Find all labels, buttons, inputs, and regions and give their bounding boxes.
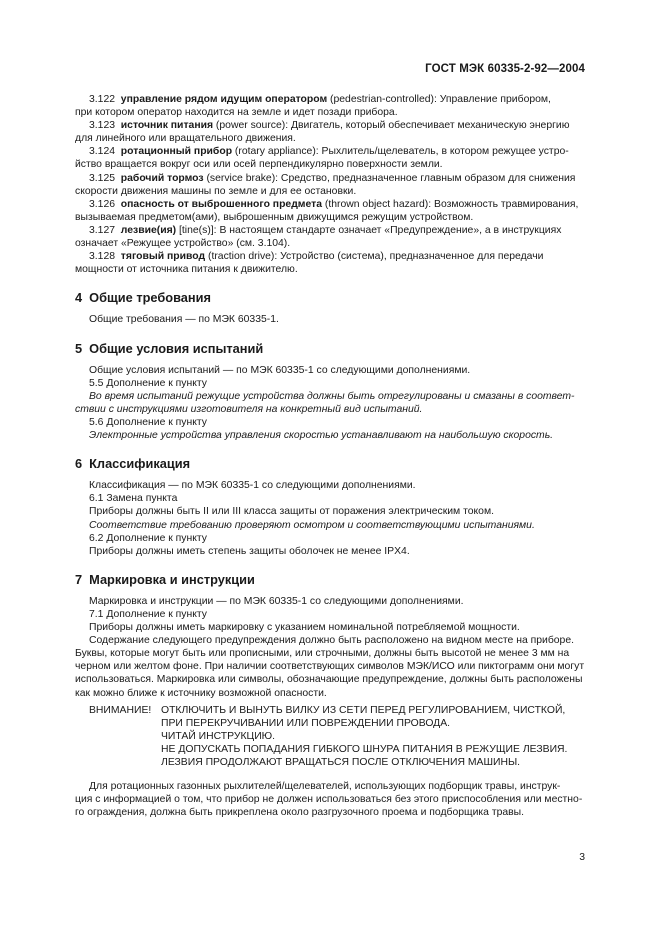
section-title: Общие условия испытаний	[89, 340, 264, 356]
paragraph-line: Содержание следующего предупреждения должно быть расположено на видном месте на приборе.	[89, 635, 575, 647]
warning-line: ПРИ ПЕРЕКРУЧИВАНИИ ИЛИ ПОВРЕЖДЕНИИ ПРОВОДА.	[161, 717, 451, 729]
clause-5-6-label: 5.6 Дополнение к пункту	[89, 416, 207, 428]
definition-text: (service brake): Средство, предназначенное главным образом для снижения	[203, 172, 576, 184]
clause-6-1-compliance: Соответствие требованию проверяют осмотром и соответствующими испытаниями.	[89, 519, 535, 531]
definition-term: опасность от выброшенного предмета	[120, 198, 322, 210]
section-5-heading	[75, 342, 585, 355]
section-number: 4	[75, 290, 83, 306]
page-content	[75, 93, 585, 819]
paragraph-line: ция с информацией о том, что прибор не должен использоваться без этого приспособления или местно-	[75, 794, 583, 806]
clause-5-5-line2: ствии с инструкциями изготовителя на конкретный вид испытаний.	[75, 403, 423, 415]
definition-term: ротационный прибор	[120, 146, 233, 158]
section-title: Маркировка и инструкции	[89, 571, 255, 587]
definition-term: рабочий тормоз	[120, 172, 204, 184]
section-6-heading	[75, 457, 585, 470]
definition-continuation: вызываемая предметом(ами), выброшенным движущимся режущим устройством.	[75, 211, 474, 223]
definition-text: (traction drive): Устройство (система), предназначенное для передачи	[205, 251, 544, 263]
section-5-intro: Общие условия испытаний — по МЭК 60335-1 со следующими дополнениями.	[89, 364, 471, 376]
section-number: 5	[75, 340, 83, 356]
warning-label: ВНИМАНИЕ!	[89, 704, 152, 716]
definition-number: 3.127	[89, 224, 116, 236]
definition-number: 3.124	[89, 146, 116, 158]
definition-text: [tine(s)]: В настоящем стандарте означает «Предупреждение», а в инструкциях	[176, 224, 562, 236]
definition-3-126	[75, 198, 585, 224]
definition-term: тяговый привод	[120, 251, 206, 263]
warning-line: ОТКЛЮЧИТЬ И ВЫНУТЬ ВИЛКУ ИЗ СЕТИ ПЕРЕД РЕГУЛИРОВАНИЕМ, ЧИСТКОЙ,	[161, 704, 566, 716]
paragraph-line: Буквы, которые могут быть или прописными, или строчными, должны быть высотой не менее 3 мм на	[75, 648, 570, 660]
definition-text: (rotary appliance): Рыхлитель/щелеватель, в котором режущее устро-	[232, 146, 569, 158]
paragraph-line: Для ротационных газонных рыхлителей/щелевателей, использующих подборщик травы, инструк-	[89, 781, 561, 793]
section-number: 6	[75, 456, 83, 472]
standard-header: ГОСТ МЭК 60335-2-92—2004	[425, 63, 585, 75]
clause-6-2-text: Приборы должны иметь степень защиты оболочек не менее IPX4.	[89, 545, 410, 557]
definition-term: управление рядом идущим оператором	[120, 94, 328, 105]
page-number: 3	[579, 852, 585, 863]
clause-5-5-line1: Во время испытаний режущие устройства должны быть отрегулированы и смазаны в соответ-	[89, 390, 575, 402]
definition-text: (power source): Двигатель, который обеспечивает механическую энергию	[213, 120, 570, 132]
clause-7-1-paragraph	[75, 634, 585, 699]
clause-7-1-text: Приборы должны иметь маркировку с указанием номинальной потребляемой мощности.	[89, 622, 520, 634]
definition-3-122	[75, 93, 585, 119]
clause-6-2-label: 6.2 Дополнение к пункту	[89, 532, 207, 544]
definition-3-127	[75, 224, 585, 250]
paragraph-line: использоваться. Маркировка или символы, обозначающие предупреждение, должны быть расположены	[75, 674, 583, 686]
definition-number: 3.125	[89, 172, 116, 184]
definition-number: 3.128	[89, 251, 116, 263]
warning-line: ЧИТАЙ ИНСТРУКЦИЮ.	[161, 730, 276, 742]
definition-3-128	[75, 250, 585, 276]
definition-text: (pedestrian-controlled): Управление прибором,	[327, 94, 551, 105]
clause-5-6-text: Электронные устройства управления скоростью устанавливают на наибольшую скорость.	[89, 430, 554, 442]
definition-continuation: означает «Режущее устройство» (см. 3.104).	[75, 238, 291, 250]
section-number: 7	[75, 571, 83, 587]
definition-continuation: для линейного или вращательного движения.	[75, 133, 296, 145]
paragraph-line: го ограждения, должна быть прикреплена около разгрузочного проема и подборщика травы.	[75, 807, 525, 819]
warning-lines	[161, 704, 585, 769]
definition-term: лезвие(ия)	[120, 224, 177, 236]
clause-6-1-text: Приборы должны быть II или III класса защиты от поражения электрическим током.	[89, 506, 494, 518]
section-7-intro: Маркировка и инструкции — по МЭК 60335-1 со следующими дополнениями.	[89, 595, 464, 607]
definition-continuation: йство вращается вокруг оси или осей перпендикулярно поверхности земли.	[75, 159, 443, 171]
clause-7-1-label: 7.1 Дополнение к пункту	[89, 609, 207, 620]
definitions-list	[75, 93, 585, 276]
final-paragraph	[75, 780, 585, 819]
section-title: Общие требования	[89, 290, 211, 306]
definition-continuation: при котором оператор находится на земле и идет позади прибора.	[75, 107, 398, 119]
definition-number: 3.123	[89, 120, 116, 132]
section-7-heading	[75, 573, 585, 586]
clause-6-1-label: 6.1 Замена пункта	[89, 493, 178, 505]
definition-number: 3.122	[89, 94, 116, 105]
section-4-text: Общие требования — по МЭК 60335-1.	[89, 314, 279, 326]
section-6-intro: Классификация — по МЭК 60335-1 со следующими дополнениями.	[89, 480, 416, 492]
definition-3-125	[75, 172, 585, 198]
warning-line: НЕ ДОПУСКАТЬ ПОПАДАНИЯ ГИБКОГО ШНУРА ПИТАНИЯ В РЕЖУЩИЕ ЛЕЗВИЯ.	[161, 743, 568, 755]
definition-3-124	[75, 145, 585, 171]
definition-number: 3.126	[89, 198, 116, 210]
warning-block	[89, 704, 585, 769]
clause-5-5-label: 5.5 Дополнение к пункту	[89, 377, 207, 389]
definition-continuation: скорости движения машины по земле и для ее остановки.	[75, 185, 357, 197]
definition-text: (thrown object hazard): Возможность травмирования,	[322, 198, 579, 210]
definition-term: источник питания	[120, 120, 214, 132]
paragraph-line: черном или желтом фоне. При наличии соответствующих символов МЭК/ИСО или пиктограмм они могут	[75, 661, 585, 673]
clause-5-5-text	[75, 390, 585, 416]
section-4-heading	[75, 291, 585, 304]
section-title: Классификация	[89, 456, 191, 472]
definition-continuation: мощности от источника питания к движителю.	[75, 264, 298, 276]
definition-3-123	[75, 119, 585, 145]
paragraph-line: как можно ближе к источнику возможной опасности.	[75, 687, 327, 699]
warning-line: ЛЕЗВИЯ ПРОДОЛЖАЮТ ВРАЩАТЬСЯ ПОСЛЕ ОТКЛЮЧЕНИЯ МАШИНЫ.	[161, 757, 521, 769]
